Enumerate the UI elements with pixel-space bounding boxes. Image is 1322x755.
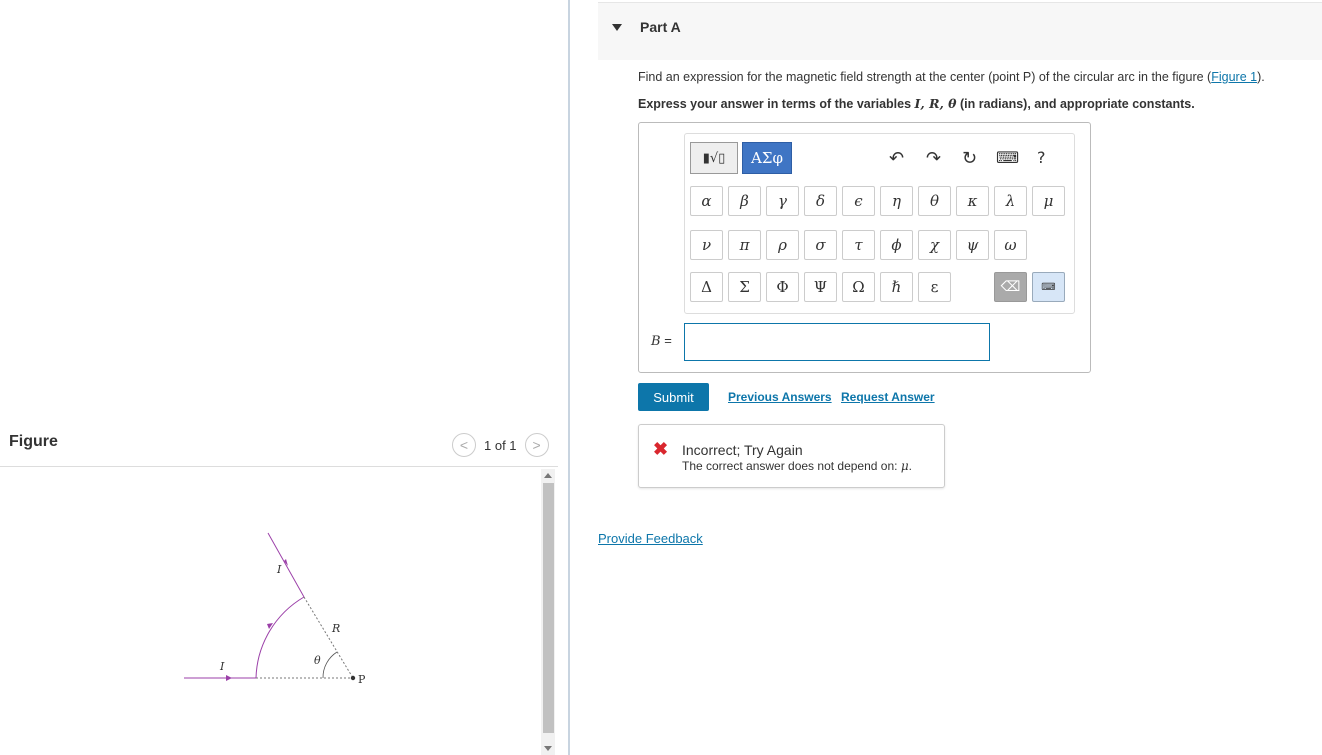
answer-equals: = <box>664 333 672 348</box>
request-answer-link[interactable]: Request Answer <box>841 390 935 404</box>
greek-key[interactable]: β <box>728 186 761 216</box>
greek-key[interactable]: ℏ <box>880 272 913 302</box>
figure-header <box>0 425 558 467</box>
greek-key[interactable]: Ψ <box>804 272 837 302</box>
question-prefix: Find an expression for the magnetic field strength at the center (point P) of the circular arc in the figure ( <box>638 70 1212 84</box>
next-figure-button[interactable]: > <box>525 433 549 457</box>
figure-pager <box>452 433 549 457</box>
greek-key[interactable]: χ <box>918 230 951 260</box>
feedback-body-prefix: The correct answer does not depend on: <box>682 459 901 473</box>
label-current-top: I <box>277 563 282 576</box>
label-point: P <box>358 673 366 686</box>
redo-icon[interactable]: ↷ <box>926 148 942 169</box>
greek-key[interactable]: κ <box>956 186 989 216</box>
backspace-key[interactable]: ⌫ <box>994 272 1027 302</box>
arc <box>256 597 304 678</box>
greek-key[interactable]: ω <box>994 230 1027 260</box>
greek-key[interactable]: δ <box>804 186 837 216</box>
greek-key[interactable]: ε <box>918 272 951 302</box>
prev-figure-button[interactable]: < <box>452 433 476 457</box>
instruction-text <box>638 96 1195 111</box>
wire-top <box>268 533 304 597</box>
angle-arc <box>323 652 337 678</box>
greek-key[interactable]: γ <box>766 186 799 216</box>
question-suffix: ). <box>1257 70 1265 84</box>
greek-key[interactable]: Φ <box>766 272 799 302</box>
greek-key[interactable]: ρ <box>766 230 799 260</box>
incorrect-icon: ✖ <box>653 439 669 459</box>
templates-button[interactable]: ▮√▯ <box>690 142 738 174</box>
greek-key[interactable]: ν <box>690 230 723 260</box>
feedback-body-suffix: . <box>908 459 912 473</box>
point-p <box>351 676 355 680</box>
arrow-bottom <box>226 675 232 681</box>
question-pane <box>572 0 1322 755</box>
keyboard-toggle-key[interactable]: ⌨ <box>1032 272 1065 302</box>
undo-icon[interactable]: ↶ <box>889 148 905 169</box>
feedback-body <box>682 459 912 473</box>
provide-feedback-link[interactable]: Provide Feedback <box>598 531 703 546</box>
answer-input[interactable] <box>684 323 990 361</box>
instruction-prefix: Express your answer in terms of the variables <box>638 97 915 111</box>
submit-button[interactable]: Submit <box>638 383 709 411</box>
answer-box <box>638 122 1091 373</box>
greek-key[interactable]: σ <box>804 230 837 260</box>
dash-radial <box>304 597 353 678</box>
instruction-suffix: (in radians), and appropriate constants. <box>956 97 1195 111</box>
answer-variable: B <box>651 334 661 349</box>
label-current-bottom: I <box>220 660 225 673</box>
greek-button[interactable]: ΑΣφ <box>742 142 792 174</box>
part-header[interactable] <box>598 2 1322 60</box>
figure-page-count: 1 of 1 <box>484 437 517 453</box>
figure-pane <box>0 0 570 755</box>
keyboard-icon[interactable]: ⌨ <box>996 148 1020 167</box>
scroll-down-arrow-icon[interactable] <box>544 746 552 751</box>
greek-key[interactable]: τ <box>842 230 875 260</box>
previous-answers-link[interactable]: Previous Answers <box>728 390 832 404</box>
scroll-up-arrow-icon[interactable] <box>544 473 552 478</box>
greek-key[interactable]: ϵ <box>842 186 875 216</box>
part-title: Part A <box>640 19 681 35</box>
greek-key[interactable]: α <box>690 186 723 216</box>
instruction-vars: I, R, θ <box>914 96 957 111</box>
math-palette <box>684 133 1075 314</box>
greek-key[interactable]: Ω <box>842 272 875 302</box>
question-text <box>638 70 1265 84</box>
greek-key[interactable]: Δ <box>690 272 723 302</box>
greek-key[interactable]: λ <box>994 186 1027 216</box>
feedback-body-var: μ <box>900 459 909 473</box>
label-angle: θ <box>314 654 321 667</box>
caret-down-icon[interactable] <box>612 24 622 31</box>
feedback-title: Incorrect; Try Again <box>682 442 803 458</box>
greek-key[interactable]: μ <box>1032 186 1065 216</box>
greek-key[interactable]: θ <box>918 186 951 216</box>
help-icon[interactable]: ? <box>1037 148 1046 167</box>
figure-scrollbar[interactable] <box>541 469 555 755</box>
scroll-thumb[interactable] <box>543 483 554 733</box>
greek-key[interactable]: ϕ <box>880 230 913 260</box>
reset-icon[interactable]: ↻ <box>962 148 978 169</box>
figure-diagram <box>170 525 380 695</box>
figure-title: Figure <box>9 433 58 450</box>
arrow-arc <box>267 623 273 629</box>
greek-key[interactable]: ψ <box>956 230 989 260</box>
feedback-box <box>638 424 945 488</box>
greek-key[interactable]: η <box>880 186 913 216</box>
label-radius: R <box>332 622 341 635</box>
answer-label <box>651 333 672 349</box>
greek-key[interactable]: Σ <box>728 272 761 302</box>
figure-link[interactable]: Figure 1 <box>1211 70 1258 84</box>
greek-key[interactable]: π <box>728 230 761 260</box>
